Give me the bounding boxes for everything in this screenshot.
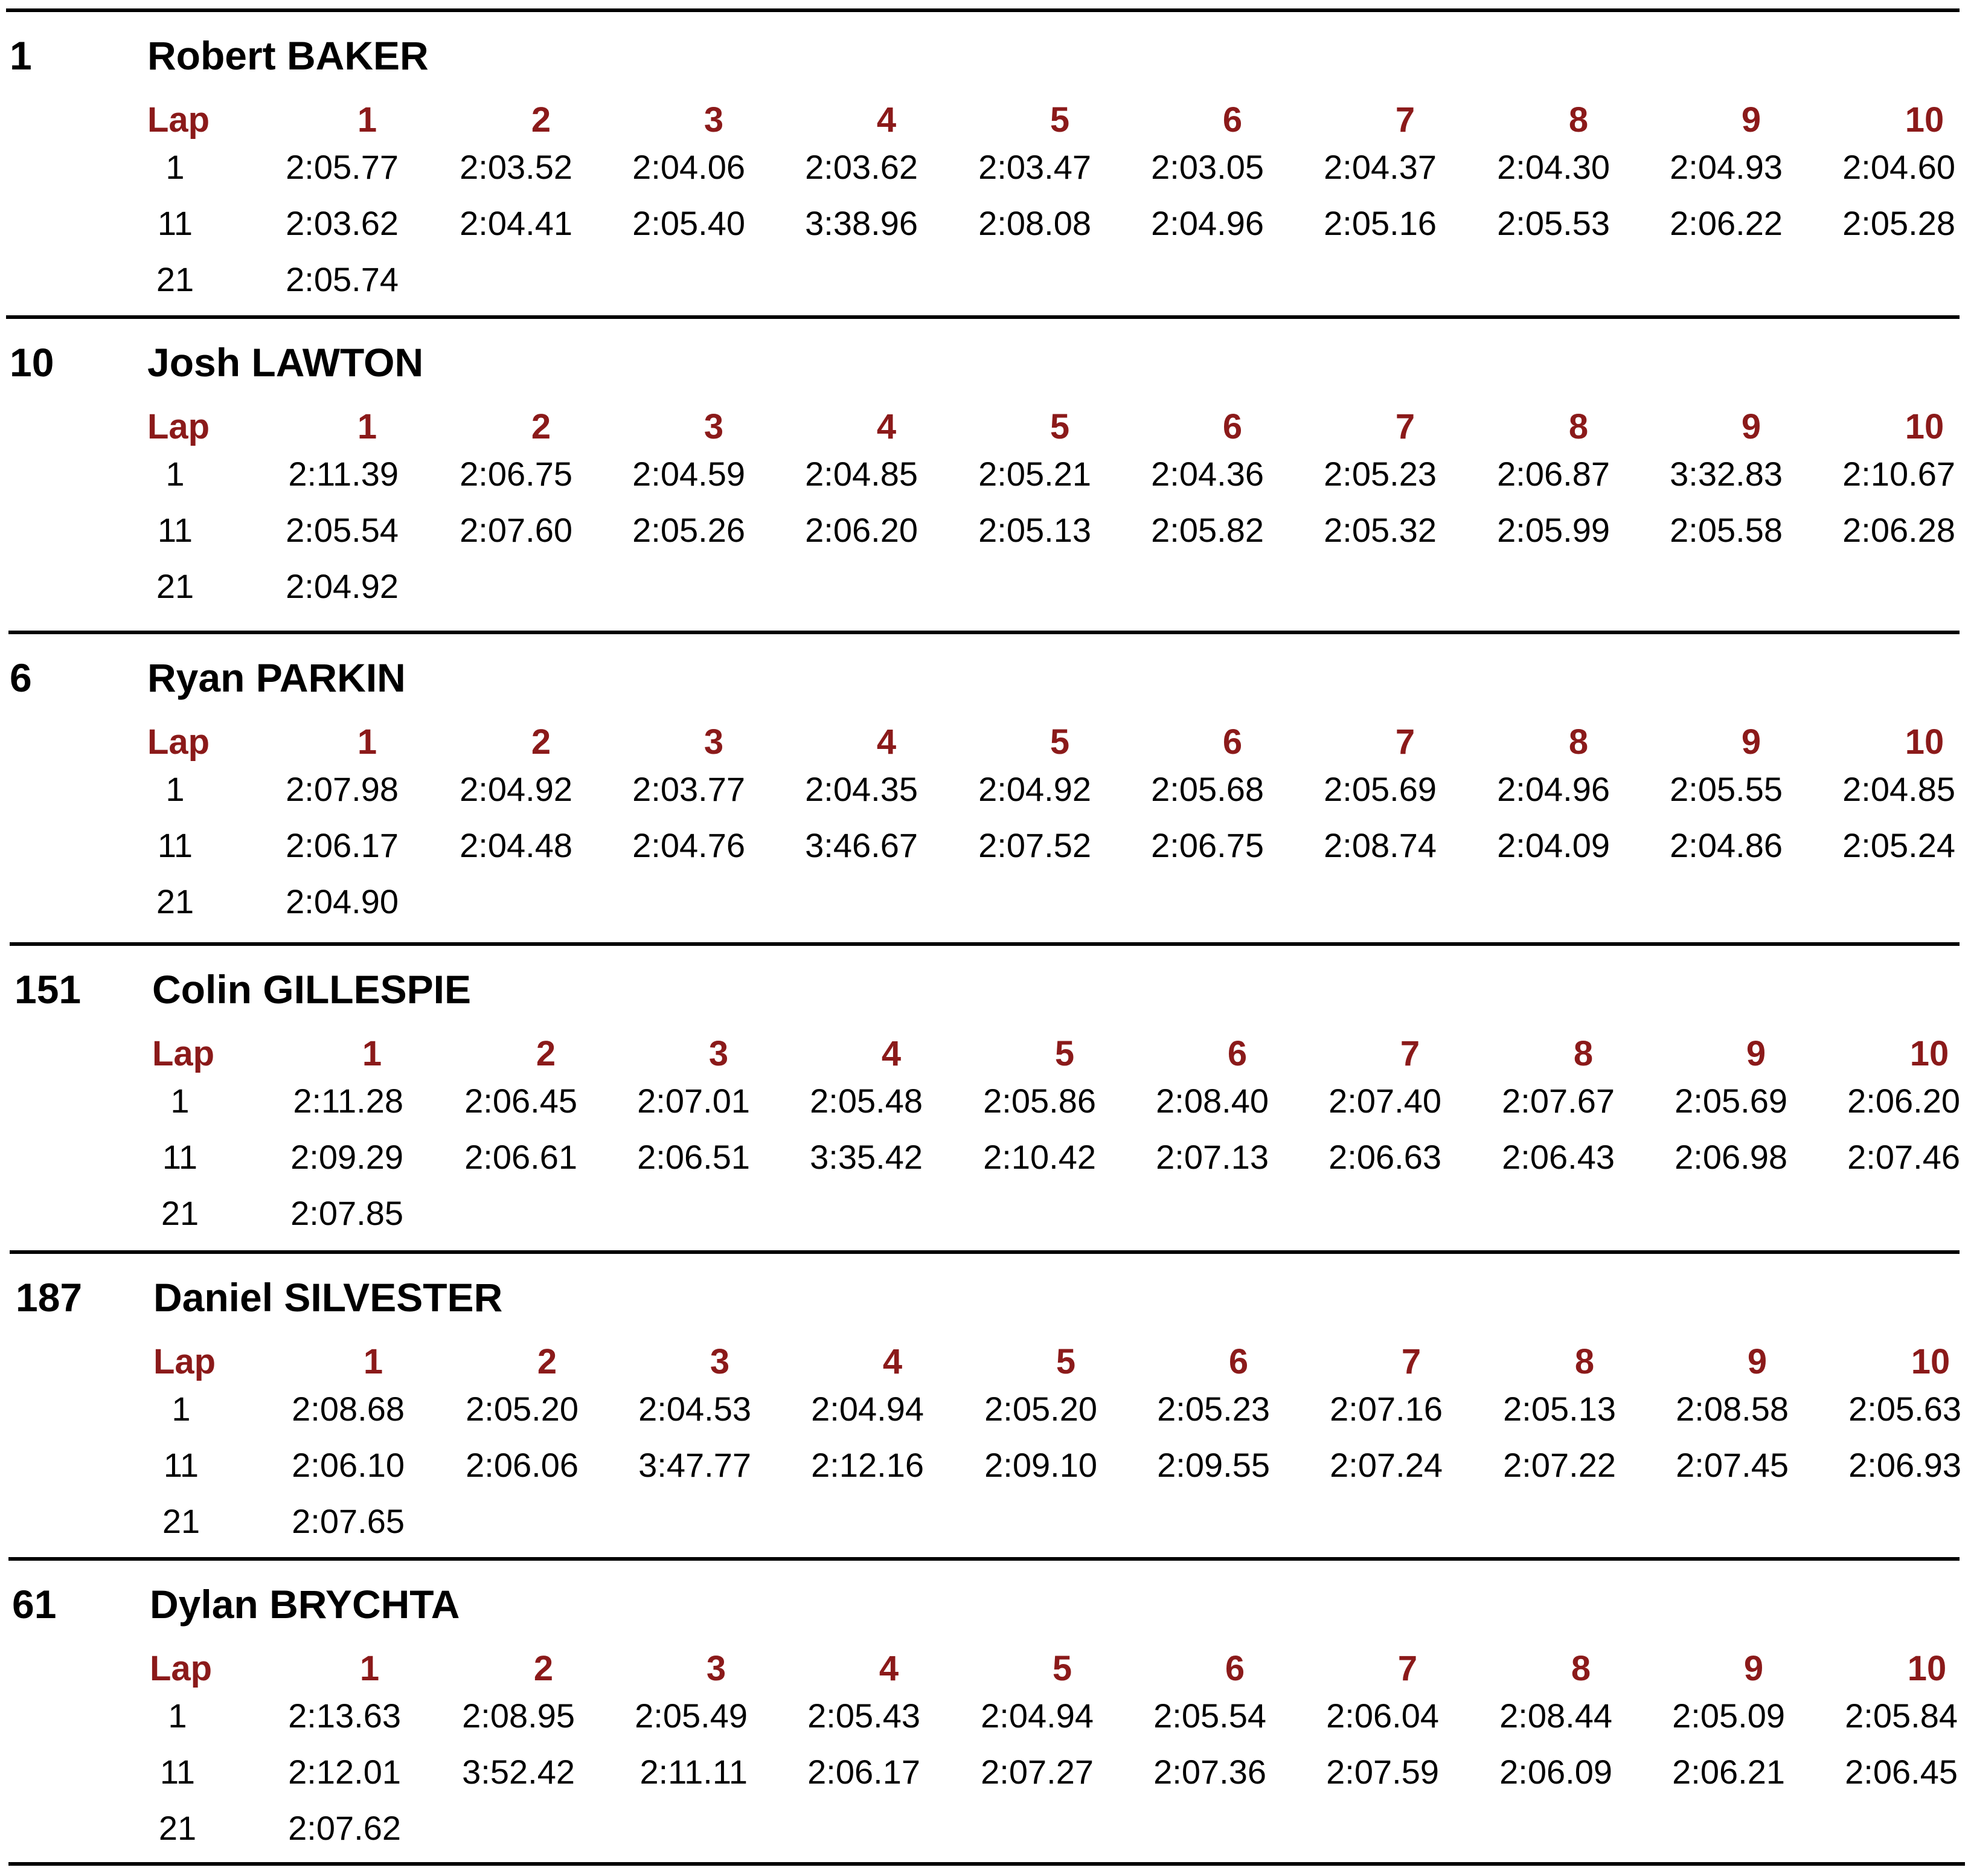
- lap-start-number: 1: [171, 1390, 191, 1428]
- lap-start-number: 21: [156, 882, 194, 920]
- top-rule: [8, 1557, 1960, 1561]
- lap-time: 2:05.58: [1670, 511, 1783, 549]
- column-header: 10: [1905, 722, 1944, 762]
- top-rule: [10, 1250, 1960, 1254]
- column-header: 1: [362, 1034, 382, 1073]
- lap-time: 2:04.35: [805, 770, 918, 808]
- column-header: 6: [1225, 1649, 1245, 1688]
- lap-time: 2:05.77: [286, 148, 399, 186]
- column-header: 9: [1747, 1342, 1767, 1381]
- column-header: 8: [1568, 407, 1589, 446]
- lap-time: 2:08.44: [1499, 1697, 1612, 1735]
- lap-time: 2:11.11: [639, 1753, 748, 1791]
- lap-time: 2:07.65: [292, 1502, 405, 1540]
- driver-number: 1: [10, 33, 32, 78]
- lap-time: 2:04.76: [632, 826, 745, 864]
- lap-time: 2:04.92: [286, 567, 399, 605]
- lap-time: 2:07.60: [460, 511, 572, 549]
- lap-time: 3:35.42: [810, 1138, 923, 1176]
- top-rule: [8, 631, 1960, 634]
- lap-time: 2:03.47: [978, 148, 1091, 186]
- lap-time: 2:06.75: [460, 455, 572, 493]
- lap-start-number: 1: [165, 770, 185, 808]
- column-header: 4: [876, 100, 897, 140]
- column-header: 2: [531, 722, 551, 762]
- column-header: 7: [1395, 722, 1415, 762]
- column-header: 4: [879, 1649, 899, 1688]
- lap-time: 2:06.22: [1670, 204, 1783, 242]
- lap-time: 2:11.39: [288, 455, 399, 493]
- column-header: 7: [1395, 407, 1415, 446]
- lap-start-number: 11: [157, 204, 193, 242]
- lap-time: 2:06.04: [1326, 1697, 1439, 1735]
- lap-time: 2:08.95: [462, 1697, 575, 1735]
- lap-time: 2:05.49: [635, 1697, 748, 1735]
- lap-time: 2:05.23: [1324, 455, 1437, 493]
- lap-time: 2:07.40: [1328, 1082, 1441, 1120]
- column-header: 7: [1395, 100, 1415, 140]
- lap-header: Lap: [150, 1649, 213, 1688]
- column-header: 3: [703, 100, 724, 140]
- lap-time: 2:05.54: [286, 511, 399, 549]
- lap-time: 2:04.06: [632, 148, 745, 186]
- column-header: 5: [1050, 100, 1070, 140]
- lap-start-number: 21: [161, 1194, 199, 1232]
- column-header: 8: [1568, 722, 1589, 762]
- lap-time: 2:04.94: [981, 1697, 1094, 1735]
- lap-time: 2:05.21: [978, 455, 1091, 493]
- driver-number: 187: [16, 1275, 83, 1320]
- lap-time: 2:10.42: [983, 1138, 1096, 1176]
- driver-name: Daniel SILVESTER: [153, 1275, 503, 1320]
- lap-time: 3:47.77: [638, 1446, 751, 1484]
- lap-time: 2:07.27: [981, 1753, 1094, 1791]
- lap-time: 2:07.24: [1330, 1446, 1443, 1484]
- column-header: 9: [1743, 1649, 1764, 1688]
- lap-start-number: 21: [162, 1502, 200, 1540]
- lap-time: 2:05.23: [1157, 1390, 1270, 1428]
- lap-time: 2:06.20: [805, 511, 918, 549]
- lap-time: 2:09.10: [984, 1446, 1097, 1484]
- lap-time: 2:06.28: [1842, 511, 1955, 549]
- column-header: 1: [359, 1649, 380, 1688]
- lap-time: 2:04.92: [978, 770, 1091, 808]
- driver-name: Dylan BRYCHTA: [150, 1582, 460, 1627]
- lap-start-number: 11: [159, 1753, 196, 1791]
- driver-name: Josh LAWTON: [147, 340, 424, 385]
- lap-time: 2:04.86: [1670, 826, 1783, 864]
- lap-time: 2:05.86: [983, 1082, 1096, 1120]
- column-header: 5: [1050, 722, 1070, 762]
- bottom-rule: [8, 1862, 1965, 1866]
- lap-time: 2:06.10: [292, 1446, 405, 1484]
- lap-time: 2:06.87: [1497, 455, 1610, 493]
- top-rule: [6, 315, 1960, 319]
- column-header: 6: [1227, 1034, 1248, 1073]
- column-header: 6: [1228, 1342, 1249, 1381]
- lap-time: 2:04.30: [1497, 148, 1610, 186]
- driver-number: 151: [14, 967, 82, 1012]
- lap-time: 3:46.67: [805, 826, 918, 864]
- lap-time: 2:07.85: [290, 1194, 403, 1232]
- lap-time: 2:05.55: [1670, 770, 1783, 808]
- lap-time: 2:06.75: [1151, 826, 1264, 864]
- column-header: 4: [876, 407, 897, 446]
- column-header: 1: [357, 100, 377, 140]
- lap-time: 2:06.93: [1848, 1446, 1961, 1484]
- column-header: 8: [1573, 1034, 1594, 1073]
- lap-time: 2:04.93: [1670, 148, 1783, 186]
- column-header: 3: [703, 722, 724, 762]
- lap-time: 3:32.83: [1670, 455, 1783, 493]
- lap-time: 2:05.43: [807, 1697, 920, 1735]
- column-header: 2: [531, 100, 551, 140]
- lap-time: 2:04.48: [460, 826, 572, 864]
- column-header: 9: [1741, 722, 1761, 762]
- lap-time: 2:09.29: [290, 1138, 403, 1176]
- lap-time: 2:06.43: [1502, 1138, 1615, 1176]
- lap-header: Lap: [147, 722, 210, 762]
- lap-time: 2:05.82: [1151, 511, 1264, 549]
- lap-time: 2:04.36: [1151, 455, 1264, 493]
- lap-time: 2:05.16: [1324, 204, 1437, 242]
- column-header: 8: [1568, 100, 1589, 140]
- column-header: 10: [1911, 1342, 1950, 1381]
- lap-time: 2:03.62: [286, 204, 399, 242]
- lap-time: 2:06.98: [1675, 1138, 1787, 1176]
- lap-time: 2:05.68: [1151, 770, 1264, 808]
- lap-header: Lap: [147, 407, 210, 446]
- column-header: 3: [703, 407, 724, 446]
- column-header: 3: [706, 1649, 726, 1688]
- column-header: 5: [1052, 1649, 1072, 1688]
- column-header: 1: [357, 722, 377, 762]
- lap-time: 2:12.16: [811, 1446, 924, 1484]
- lap-time: 2:07.98: [286, 770, 399, 808]
- lap-time: 2:04.60: [1842, 148, 1955, 186]
- lap-start-number: 1: [165, 455, 185, 493]
- column-header: 7: [1400, 1034, 1420, 1073]
- column-header: 6: [1222, 722, 1243, 762]
- lap-time: 2:04.09: [1497, 826, 1610, 864]
- lap-time: 2:07.01: [637, 1082, 750, 1120]
- lap-time: 2:05.54: [1153, 1697, 1266, 1735]
- lap-time: 2:05.24: [1842, 826, 1955, 864]
- lap-time: 2:04.53: [638, 1390, 751, 1428]
- lap-time: 3:38.96: [805, 204, 918, 242]
- lap-time: 2:05.13: [978, 511, 1091, 549]
- column-header: 7: [1401, 1342, 1421, 1381]
- column-header: 4: [882, 1342, 903, 1381]
- lap-time: 2:07.62: [288, 1809, 401, 1847]
- lap-time: 2:08.08: [978, 204, 1091, 242]
- column-header: 8: [1574, 1342, 1595, 1381]
- lap-time: 2:08.68: [292, 1390, 405, 1428]
- lap-time: 2:10.67: [1842, 455, 1955, 493]
- lap-time: 2:05.20: [466, 1390, 578, 1428]
- driver-name: Colin GILLESPIE: [152, 967, 472, 1012]
- lap-time: 2:05.69: [1675, 1082, 1787, 1120]
- lap-time: 2:05.48: [810, 1082, 923, 1120]
- driver-number: 61: [12, 1582, 57, 1627]
- lap-time: 2:05.13: [1503, 1390, 1616, 1428]
- column-header: 2: [531, 407, 551, 446]
- column-header: 10: [1909, 1034, 1949, 1073]
- lap-start-number: 21: [156, 567, 194, 605]
- column-header: 10: [1905, 407, 1944, 446]
- lap-time: 2:11.28: [293, 1082, 403, 1120]
- lap-start-number: 21: [156, 260, 194, 298]
- column-header: 2: [533, 1649, 554, 1688]
- driver-name: Robert BAKER: [147, 33, 429, 78]
- lap-time: 2:05.63: [1848, 1390, 1961, 1428]
- lap-time: 2:06.17: [286, 826, 399, 864]
- lap-time: 2:07.46: [1847, 1138, 1960, 1176]
- lap-time: 2:06.09: [1499, 1753, 1612, 1791]
- column-header: 5: [1056, 1342, 1076, 1381]
- lap-time: 2:04.59: [632, 455, 745, 493]
- lap-time: 2:05.26: [632, 511, 745, 549]
- lap-header: Lap: [153, 1342, 216, 1381]
- lap-time: 2:08.40: [1156, 1082, 1269, 1120]
- lap-time: 2:04.41: [460, 204, 572, 242]
- lap-time: 2:03.05: [1151, 148, 1264, 186]
- column-header: 2: [537, 1342, 557, 1381]
- lap-time: 2:06.21: [1672, 1753, 1785, 1791]
- lap-time: 2:04.85: [1842, 770, 1955, 808]
- column-header: 4: [881, 1034, 902, 1073]
- lap-time: 2:06.17: [807, 1753, 920, 1791]
- lap-time: 2:05.99: [1497, 511, 1610, 549]
- lap-time: 2:07.16: [1330, 1390, 1443, 1428]
- lap-header: Lap: [147, 100, 210, 140]
- lap-time: 2:04.96: [1151, 204, 1264, 242]
- lap-time: 2:09.55: [1157, 1446, 1270, 1484]
- lap-time: 2:03.62: [805, 148, 918, 186]
- lap-start-number: 1: [168, 1697, 187, 1735]
- lap-time: 2:13.63: [288, 1697, 401, 1735]
- top-rule: [10, 942, 1960, 946]
- lap-time: 2:07.52: [978, 826, 1091, 864]
- lap-time: 2:05.74: [286, 260, 399, 298]
- lap-time: 2:05.53: [1497, 204, 1610, 242]
- column-header: 9: [1746, 1034, 1766, 1073]
- lap-header: Lap: [152, 1034, 215, 1073]
- lap-time: 2:04.37: [1324, 148, 1437, 186]
- lap-time: 2:06.45: [464, 1082, 577, 1120]
- driver-number: 10: [10, 340, 54, 385]
- lap-time: 2:05.28: [1842, 204, 1955, 242]
- lap-time: 2:06.06: [466, 1446, 578, 1484]
- lap-time: 2:07.13: [1156, 1138, 1269, 1176]
- column-header: 4: [876, 722, 897, 762]
- column-header: 7: [1397, 1649, 1418, 1688]
- lap-time: 2:06.51: [637, 1138, 750, 1176]
- lap-start-number: 11: [163, 1446, 199, 1484]
- column-header: 6: [1222, 100, 1243, 140]
- column-header: 10: [1905, 100, 1944, 140]
- lap-start-number: 11: [162, 1138, 198, 1176]
- top-rule: [6, 8, 1960, 12]
- column-header: 2: [536, 1034, 556, 1073]
- column-header: 3: [710, 1342, 730, 1381]
- lap-time: 2:06.45: [1845, 1753, 1958, 1791]
- lap-time: 2:04.92: [460, 770, 572, 808]
- lap-time: 2:08.74: [1324, 826, 1437, 864]
- lap-time: 2:05.09: [1672, 1697, 1785, 1735]
- lap-time: 2:03.77: [632, 770, 745, 808]
- lap-time: 2:04.94: [811, 1390, 924, 1428]
- column-header: 10: [1907, 1649, 1947, 1688]
- column-header: 8: [1571, 1649, 1591, 1688]
- lap-start-number: 21: [158, 1809, 197, 1847]
- lap-time: 2:06.61: [464, 1138, 577, 1176]
- lap-time: 2:05.84: [1845, 1697, 1958, 1735]
- lap-start-number: 11: [157, 826, 193, 864]
- lap-time: 2:07.45: [1676, 1446, 1789, 1484]
- lap-time: 2:07.36: [1153, 1753, 1266, 1791]
- lap-time: 2:05.20: [984, 1390, 1097, 1428]
- lap-time: 2:04.96: [1497, 770, 1610, 808]
- lap-time: 2:07.59: [1326, 1753, 1439, 1791]
- lap-time: 2:06.20: [1847, 1082, 1960, 1120]
- lap-start-number: 1: [165, 148, 185, 186]
- lap-time: 2:05.32: [1324, 511, 1437, 549]
- column-header: 5: [1050, 407, 1070, 446]
- lap-time: 2:07.22: [1503, 1446, 1616, 1484]
- lap-start-number: 11: [157, 511, 193, 549]
- driver-number: 6: [10, 655, 32, 700]
- column-header: 6: [1222, 407, 1243, 446]
- driver-name: Ryan PARKIN: [147, 655, 406, 700]
- column-header: 5: [1054, 1034, 1075, 1073]
- lap-time: 2:07.67: [1502, 1082, 1615, 1120]
- lap-time: 2:03.52: [460, 148, 572, 186]
- lap-time: 2:04.85: [805, 455, 918, 493]
- lap-time: 2:12.01: [288, 1753, 401, 1791]
- column-header: 9: [1741, 407, 1761, 446]
- column-header: 1: [357, 407, 377, 446]
- lap-time: 2:05.40: [632, 204, 745, 242]
- lap-start-number: 1: [170, 1082, 190, 1120]
- lap-time: 2:06.63: [1328, 1138, 1441, 1176]
- column-header: 1: [363, 1342, 383, 1381]
- lap-time: 2:04.90: [286, 882, 399, 920]
- column-header: 3: [708, 1034, 729, 1073]
- lap-time: 2:05.69: [1324, 770, 1437, 808]
- lap-time: 3:52.42: [462, 1753, 575, 1791]
- lap-time: 2:08.58: [1676, 1390, 1789, 1428]
- column-header: 9: [1741, 100, 1761, 140]
